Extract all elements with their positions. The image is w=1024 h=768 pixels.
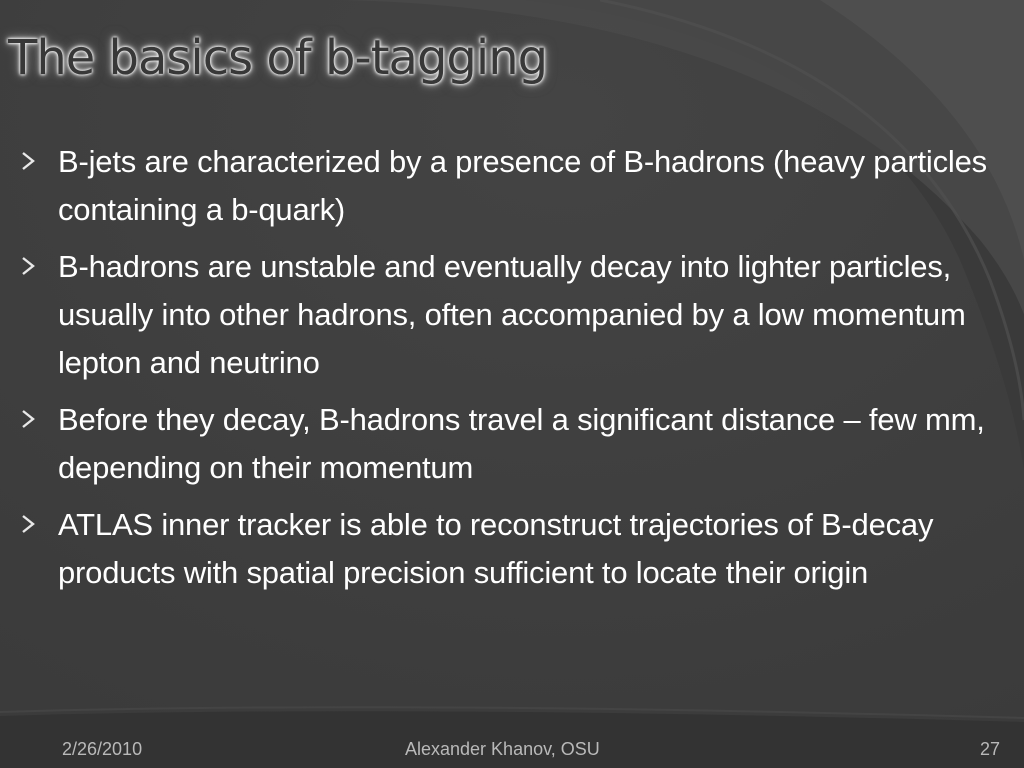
bullet-text: Before they decay, B-hadrons travel a significant distance – few mm, depending on their momentum (58, 402, 985, 485)
chevron-right-icon (20, 396, 58, 444)
list-item (20, 243, 1010, 387)
chevron-right-icon (20, 243, 58, 291)
bullet-text: B-hadrons are unstable and eventually decay into lighter particles, usually into other hadrons, often accompanied by a low momentum lepton and neutrino (58, 249, 966, 380)
chevron-right-icon (20, 138, 58, 186)
footer-author: Alexander Khanov, OSU (405, 739, 600, 759)
bullet-text: B-jets are characterized by a presence of B-hadrons (heavy particles containing a b-quark) (58, 144, 987, 227)
bullet-text: ATLAS inner tracker is able to reconstruct trajectories of B-decay products with spatial precision sufficient to locate their origin (58, 507, 934, 590)
page-number: 27 (979, 739, 1000, 759)
list-item (20, 138, 1010, 234)
chevron-right-icon (20, 501, 58, 549)
list-item (20, 501, 1010, 597)
bullet-list (20, 138, 1010, 606)
footer-date: 2/26/2010 (62, 739, 143, 759)
list-item (20, 396, 1010, 492)
slide-title: The basics of b-tagging (8, 30, 548, 86)
